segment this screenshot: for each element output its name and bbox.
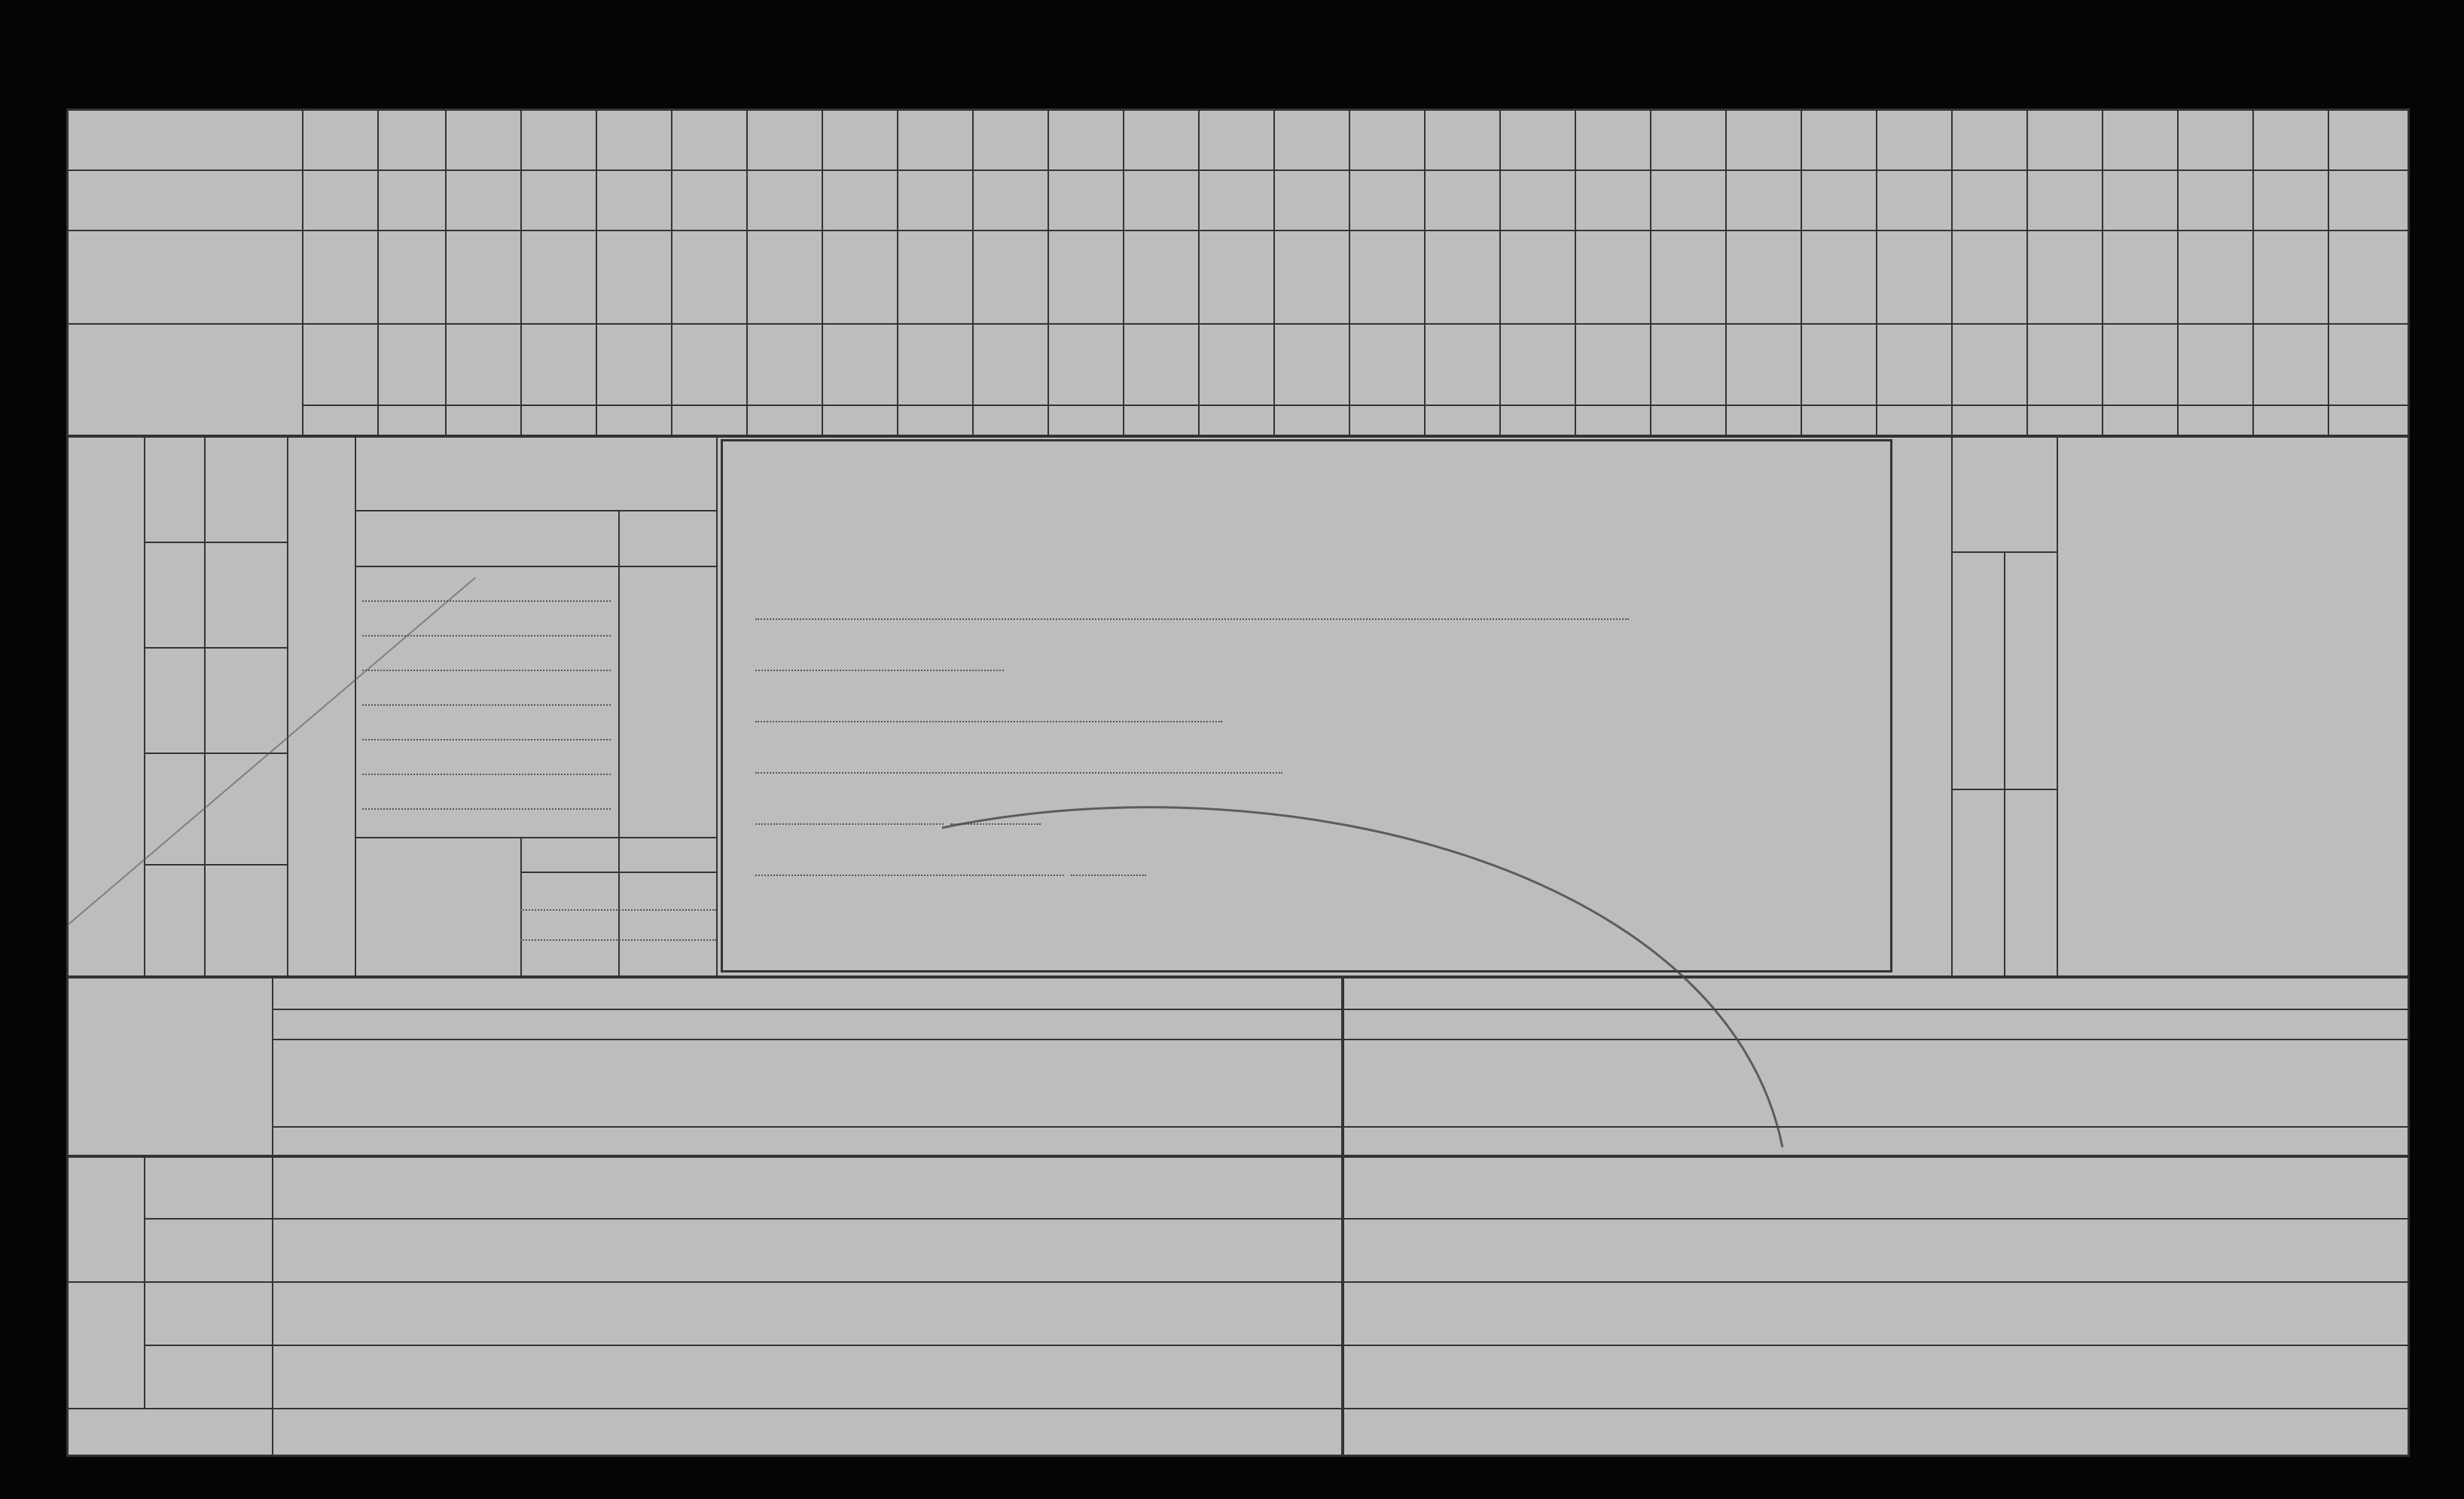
col-divider [1048, 111, 1049, 435]
col-divider [1123, 111, 1124, 435]
col-divider [302, 111, 303, 435]
col-divider [972, 111, 974, 435]
crop-header-98 [1879, 237, 1948, 373]
crop-header-96 [1728, 237, 1798, 373]
col-divider [1725, 111, 1727, 435]
crop-header-83 [749, 237, 819, 384]
census-card [66, 108, 2410, 1457]
crop-header-97 [1804, 237, 1873, 373]
col-divider [1575, 111, 1576, 435]
col-divider [596, 111, 597, 435]
crop-header-90 [1276, 237, 1346, 384]
crop-header-102 [2180, 237, 2249, 384]
col-divider [520, 111, 522, 435]
crop-header-89 [1201, 237, 1270, 384]
crop-header-77 [305, 237, 374, 384]
crop-header-81 [599, 237, 668, 384]
col-divider [2177, 111, 2179, 435]
crop-header-93 [1502, 237, 1572, 384]
crop-header-100 [2029, 237, 2099, 384]
crop-header-82 [674, 237, 743, 384]
crop-header-91 [1352, 237, 1421, 384]
col-divider [2328, 111, 2329, 435]
col-divider [1876, 111, 1877, 435]
col-divider [1198, 111, 1200, 435]
col-divider [1273, 111, 1275, 435]
crop-header-86 [975, 237, 1044, 384]
crop-header-92 [1427, 237, 1496, 384]
crop-header-95 [1653, 237, 1722, 373]
col-divider [377, 111, 379, 435]
col-divider [1499, 111, 1501, 435]
col-divider [671, 111, 672, 435]
crop-header-99 [1954, 237, 2023, 384]
crop-header-84 [825, 237, 894, 384]
crop-header-80 [523, 237, 593, 384]
col-divider [897, 111, 898, 435]
col-divider [746, 111, 748, 435]
crop-header-94 [1578, 237, 1647, 384]
crop-header-85 [900, 237, 969, 384]
col-divider [1349, 111, 1350, 435]
col-divider [2102, 111, 2103, 435]
crop-header-78 [380, 237, 442, 384]
crop-header-101 [2105, 237, 2174, 384]
crop-header-87 [1051, 237, 1120, 384]
col-divider [2252, 111, 2254, 435]
col-divider [1650, 111, 1651, 435]
crop-header-79 [448, 237, 517, 384]
col-divider [1801, 111, 1802, 435]
col-divider [445, 111, 447, 435]
crop-header-103 [2255, 237, 2325, 384]
col-divider [2026, 111, 2028, 435]
crop-header-88 [1126, 237, 1195, 384]
col-divider [1951, 111, 1953, 435]
col-divider [1424, 111, 1426, 435]
col-divider [822, 111, 823, 435]
